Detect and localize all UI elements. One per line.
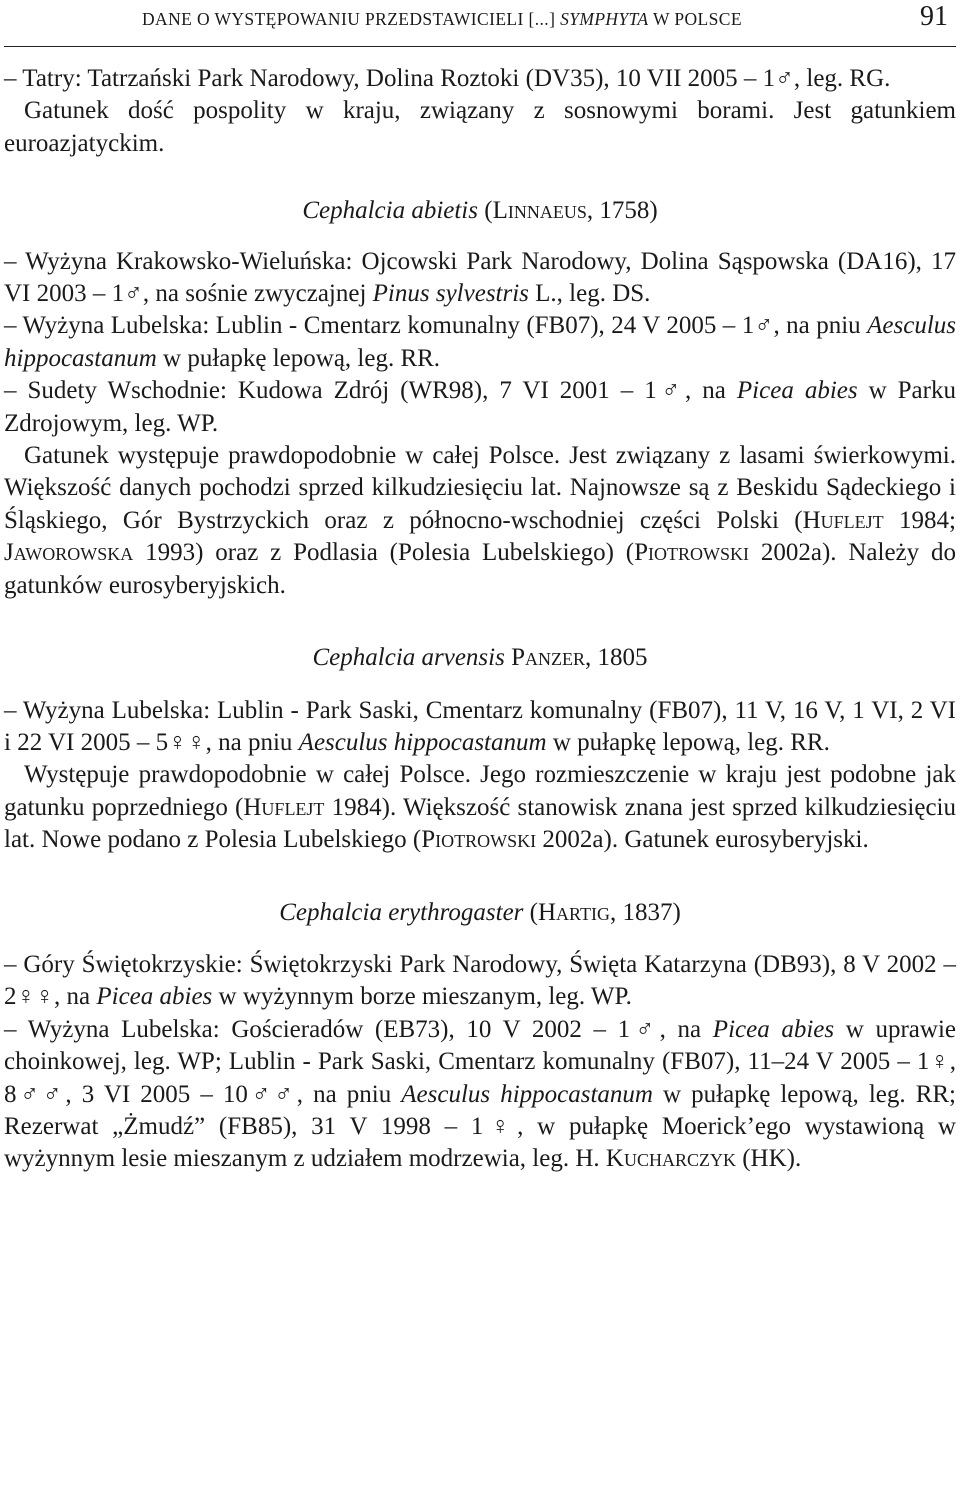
record-entry bbox=[4, 63, 956, 95]
cited-author: Piotrowski bbox=[421, 826, 537, 854]
author-name: Panzer bbox=[511, 644, 585, 672]
record-entry bbox=[4, 310, 956, 375]
record-text: – Wyżyna Krakowsko-Wieluńska: Ojcowski Park Narodowy, Dolina Sąspowska (DA16), 17 VI 2003 – 1♂, na sośnie zwyczajnej bbox=[4, 247, 956, 308]
note-text: Gatunek dość pospolity w kraju, związany z sosnowymi borami. Jest gatunkiem euroazjatyckim. bbox=[4, 97, 956, 157]
species-name: Cephalcia erythrogaster bbox=[279, 898, 524, 926]
note-text: 1984; bbox=[883, 506, 957, 534]
note-text: 2002a). Gatunek eurosyberyjski. bbox=[536, 826, 869, 854]
collector-name: Kucharczyk bbox=[605, 1145, 736, 1173]
record-entry bbox=[4, 949, 956, 1014]
running-title-taxon: SYMPHYTA bbox=[560, 9, 649, 29]
author-year: , 1837) bbox=[609, 898, 681, 926]
record-text: – Wyżyna Lubelska: Lublin - Cmentarz komunalny (FB07), 24 V 2005 – 1♂, na pniu bbox=[4, 312, 868, 340]
record-entry bbox=[4, 246, 956, 311]
plant-name: Pinus sylvestris bbox=[372, 280, 529, 308]
cited-author: Huflejt bbox=[243, 793, 325, 821]
species-name: Cephalcia abietis bbox=[302, 197, 478, 225]
species-heading bbox=[4, 642, 956, 674]
record-text: w pułapkę lepową, leg. RR. bbox=[546, 728, 830, 756]
note-text: Występuje prawdopodobnie w całej Polsce. Jego rozmieszczenie w kraju jest podobne jak gatunku poprzedniego ( bbox=[4, 761, 956, 821]
plant-name: Aesculus hippocastanum bbox=[4, 312, 956, 372]
record-text: – Sudety Wschodnie: Kudowa Zdrój (WR98), 7 VI 2001 – 1♂, na bbox=[4, 377, 737, 405]
record-text: (HK). bbox=[735, 1145, 802, 1173]
record-text: w uprawie choinkowej, leg. WP; Lublin - Park Saski, Cmentarz komunalny (FB07), 11–24 V 2005 – 1♀, 8♂♂, 3 VI 2005 – 10♂♂, na pniu bbox=[4, 1015, 956, 1108]
running-title-part: DANE O WYSTĘPOWANIU PRZEDSTAWICIELI [...] bbox=[142, 9, 561, 29]
cited-author: Huflejt bbox=[802, 506, 884, 534]
author-text: ( bbox=[523, 898, 538, 926]
record-text: L., leg. DS. bbox=[528, 280, 651, 308]
record-text: – Wyżyna Lubelska: Gościeradów (EB73), 10 V 2002 – 1♂, na bbox=[4, 1015, 713, 1043]
plant-name: Picea abies bbox=[96, 983, 213, 1011]
note-text: 1984). Większość stanowisk znana jest sprzed kilkudziesięciu lat. Nowe podano z Polesia Lubelskiego ( bbox=[4, 793, 956, 854]
running-header bbox=[4, 0, 956, 47]
species-note bbox=[4, 95, 956, 160]
record-text: w Parku Zdrojowym, leg. WP. bbox=[4, 377, 956, 437]
record-text: – Góry Świętokrzyskie: Świętokrzyski Park Narodowy, Święta Katarzyna (DB93), 8 V 2002 – 2♀♀, na bbox=[4, 950, 956, 1011]
note-text: 2002a). Należy do gatunków eurosyberyjskich. bbox=[4, 539, 956, 599]
author-name: Linnaeus bbox=[492, 197, 587, 225]
running-title-part: W POLSCE bbox=[648, 9, 742, 29]
running-title bbox=[142, 8, 742, 30]
cited-author: Jaworowska bbox=[4, 539, 134, 567]
record-entry bbox=[4, 375, 956, 440]
author-year: , 1805 bbox=[585, 644, 648, 672]
species-heading bbox=[4, 195, 956, 227]
plant-name: Aesculus hippocastanum bbox=[298, 728, 547, 756]
record-entry bbox=[4, 1014, 956, 1176]
note-text: Gatunek występuje prawdopodobnie w całej Polsce. Jest związany z lasami świerkowymi. Większość danych pochodzi sprzed kilkudziesięciu lat. Najnowsze są z Beskidu Sądeckiego i Śląskiego, Gór Bystrzyckich oraz z północno-wschodniej części Polski ( bbox=[4, 442, 956, 534]
record-text: – Tatry: Tatrzański Park Narodowy, Dolina Roztoki (DV35), 10 VII 2005 – 1♂, leg. RG. bbox=[4, 65, 891, 92]
species-heading bbox=[4, 897, 956, 929]
page-number: 91 bbox=[920, 1, 948, 32]
author-text: ( bbox=[477, 197, 493, 225]
cited-author: Piotrowski bbox=[634, 539, 749, 567]
record-text: – Wyżyna Lubelska: Lublin - Park Saski, Cmentarz komunalny (FB07), 11 V, 16 V, 1 VI, 2 VI i 22 VI 2005 – 5♀♀, na pniu bbox=[4, 696, 956, 756]
record-text: w wyżynnym borze mieszanym, leg. WP. bbox=[212, 983, 632, 1011]
species-note bbox=[4, 440, 956, 602]
note-text: 1993) oraz z Podlasia (Polesia Lubelskiego) ( bbox=[133, 539, 635, 567]
species-note bbox=[4, 759, 956, 856]
author-name: Hartig bbox=[537, 898, 610, 926]
record-text: w pułapkę lepową, leg. RR; Rezerwat „Żmudź” (FB85), 31 V 1998 – 1♀, w pułapkę Moerick’ego wystawioną w wyżynnym lesie mieszanym z udziałem modrzewia, leg. H. bbox=[4, 1080, 956, 1173]
plant-name: Picea abies bbox=[736, 377, 858, 405]
plant-name: Picea abies bbox=[712, 1015, 835, 1043]
plant-name: Aesculus hippocastanum bbox=[401, 1080, 653, 1108]
author-year: , 1758) bbox=[586, 197, 658, 225]
record-entry bbox=[4, 695, 956, 760]
record-text: w pułapkę lepową, leg. RR. bbox=[156, 344, 441, 372]
species-name: Cephalcia arvensis bbox=[312, 644, 505, 672]
